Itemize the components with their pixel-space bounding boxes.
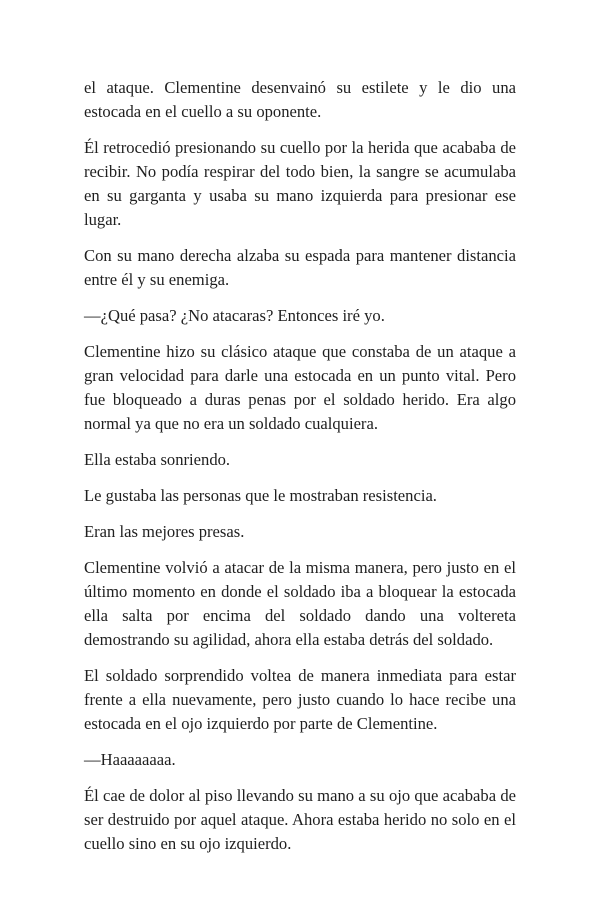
paragraph: Ella estaba sonriendo.: [84, 450, 231, 469]
paragraph: Él cae de dolor al piso llevando su mano a su ojo que acababa de ser destruido por aquel ataque. Ahora estaba herido no solo en el cuello sino en su ojo izquierdo.: [84, 786, 516, 853]
paragraph: Clementine volvió a atacar de la misma manera, pero justo en el último momento en donde el soldado iba a bloquear la estocada ella salta por encima del soldado dando una voltereta demostrando su agilidad, ahora ella estaba detrás del soldado.: [84, 558, 516, 649]
paragraph: Le gustaba las personas que le mostraban resistencia.: [84, 486, 437, 505]
paragraph: Clementine hizo su clásico ataque que constaba de un ataque a gran velocidad para darle una estocada en un punto vital. Pero fue bloqueado a duras penas por el soldado herido. Era algo normal ya que no era un soldado cualquiera.: [84, 342, 516, 433]
paragraph: el ataque. Clementine desenvainó su estilete y le dio una estocada en el cuello a su oponente.: [84, 78, 516, 121]
dialogue-line: —¿Qué pasa? ¿No atacaras? Entonces iré yo.: [84, 306, 385, 325]
paragraph: Con su mano derecha alzaba su espada para mantener distancia entre él y su enemiga.: [84, 246, 516, 289]
dialogue-line: —Haaaaaaaa.: [84, 750, 176, 769]
paragraph: El soldado sorprendido voltea de manera inmediata para estar frente a ella nuevamente, pero justo cuando lo hace recibe una estocada en el ojo izquierdo por parte de Clementine.: [84, 666, 516, 733]
paragraph: Eran las mejores presas.: [84, 522, 245, 541]
paragraph: Él retrocedió presionando su cuello por la herida que acababa de recibir. No podía respirar del todo bien, la sangre se acumulaba en su garganta y usaba su mano izquierda para presionar ese lugar.: [84, 138, 516, 229]
